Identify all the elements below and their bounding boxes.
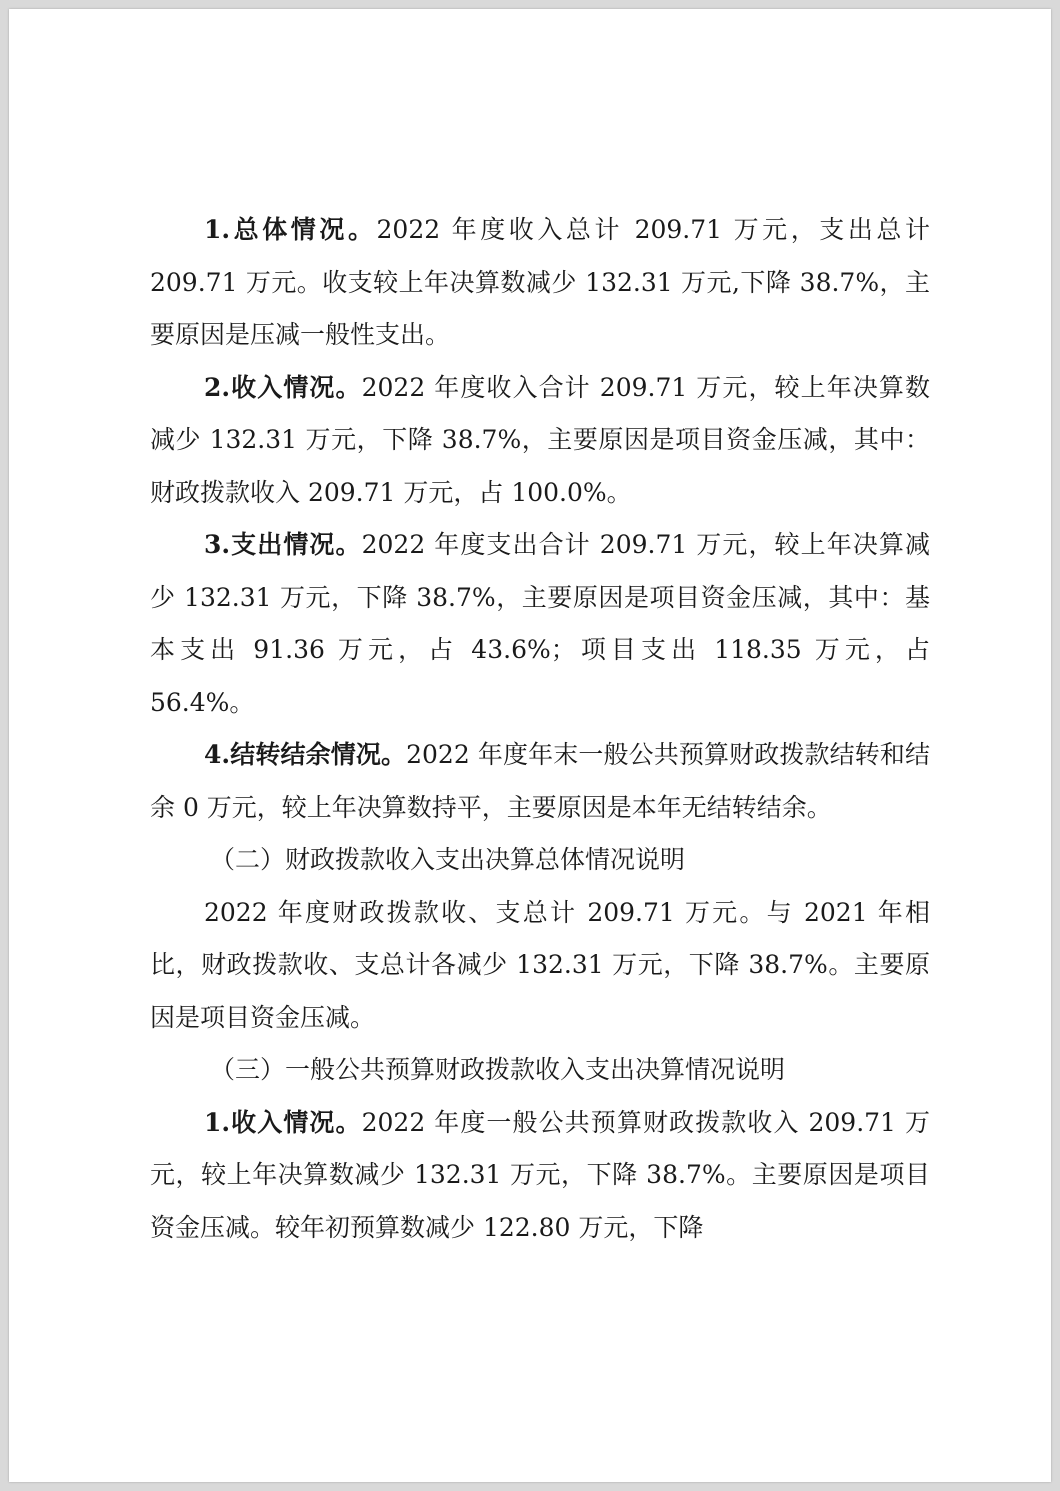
paragraph-text: 2022 年度支出合计 209.71 万元，较上年决算减少 132.31 万元，下降 38.7%，主要原因是项目资金压减，其中：基本支出 91.36 万元，占 43.6%；项目支出 118.35 万元，占 56.4%。	[150, 530, 930, 717]
paragraph-lead: 1.收入情况。	[204, 1107, 362, 1137]
paragraph-lead: 1.总体情况。	[204, 215, 377, 244]
document-page	[9, 9, 1051, 1482]
paragraph-text: 2022 年度一般公共预算财政拨款收入 209.71 万元，较上年决算数减少 132.31 万元，下降 38.7%。主要原因是项目资金压减。较年初预算数减少 122.80 万元，下降	[150, 1107, 930, 1242]
paragraph-expenditure	[150, 519, 930, 729]
document-body	[150, 204, 930, 1254]
section-heading: （二）财政拨款收入支出决算总体情况说明	[210, 845, 686, 874]
paragraph-lead: 2.收入情况。	[204, 372, 362, 402]
paragraph-carryover	[150, 729, 930, 834]
paragraph-fiscal-summary: 2022 年度财政拨款收、支总计 209.71 万元。与 2021 年相比，财政拨款收、支总计各减少 132.31 万元，下降 38.7%。主要原因是项目资金压减。	[150, 897, 930, 1032]
paragraph-text: 2022 年度收入合计 209.71 万元，较上年决算数减少 132.31 万元，下降 38.7%，主要原因是项目资金压减，其中：财政拨款收入 209.71 万元，占 100.0%。	[150, 372, 930, 507]
paragraph-general-budget-income	[150, 1097, 930, 1255]
paragraph-overall	[150, 204, 930, 362]
paragraph-lead: 3.支出情况。	[204, 530, 362, 559]
paragraph-text: 2022 年度收入总计 209.71 万元，支出总计 209.71 万元。收支较上年决算数减少 132.31 万元,下降 38.7%，主要原因是压减一般性支出。	[150, 215, 930, 349]
paragraph-lead: 4.结转结余情况。	[204, 740, 407, 769]
paragraph-text: 2022 年度年末一般公共预算财政拨款结转和结余 0 万元，较上年决算数持平，主要原因是本年无结转结余。	[150, 740, 930, 822]
section-heading: （三）一般公共预算财政拨款收入支出决算情况说明	[210, 1055, 786, 1084]
paragraph-income	[150, 362, 930, 520]
